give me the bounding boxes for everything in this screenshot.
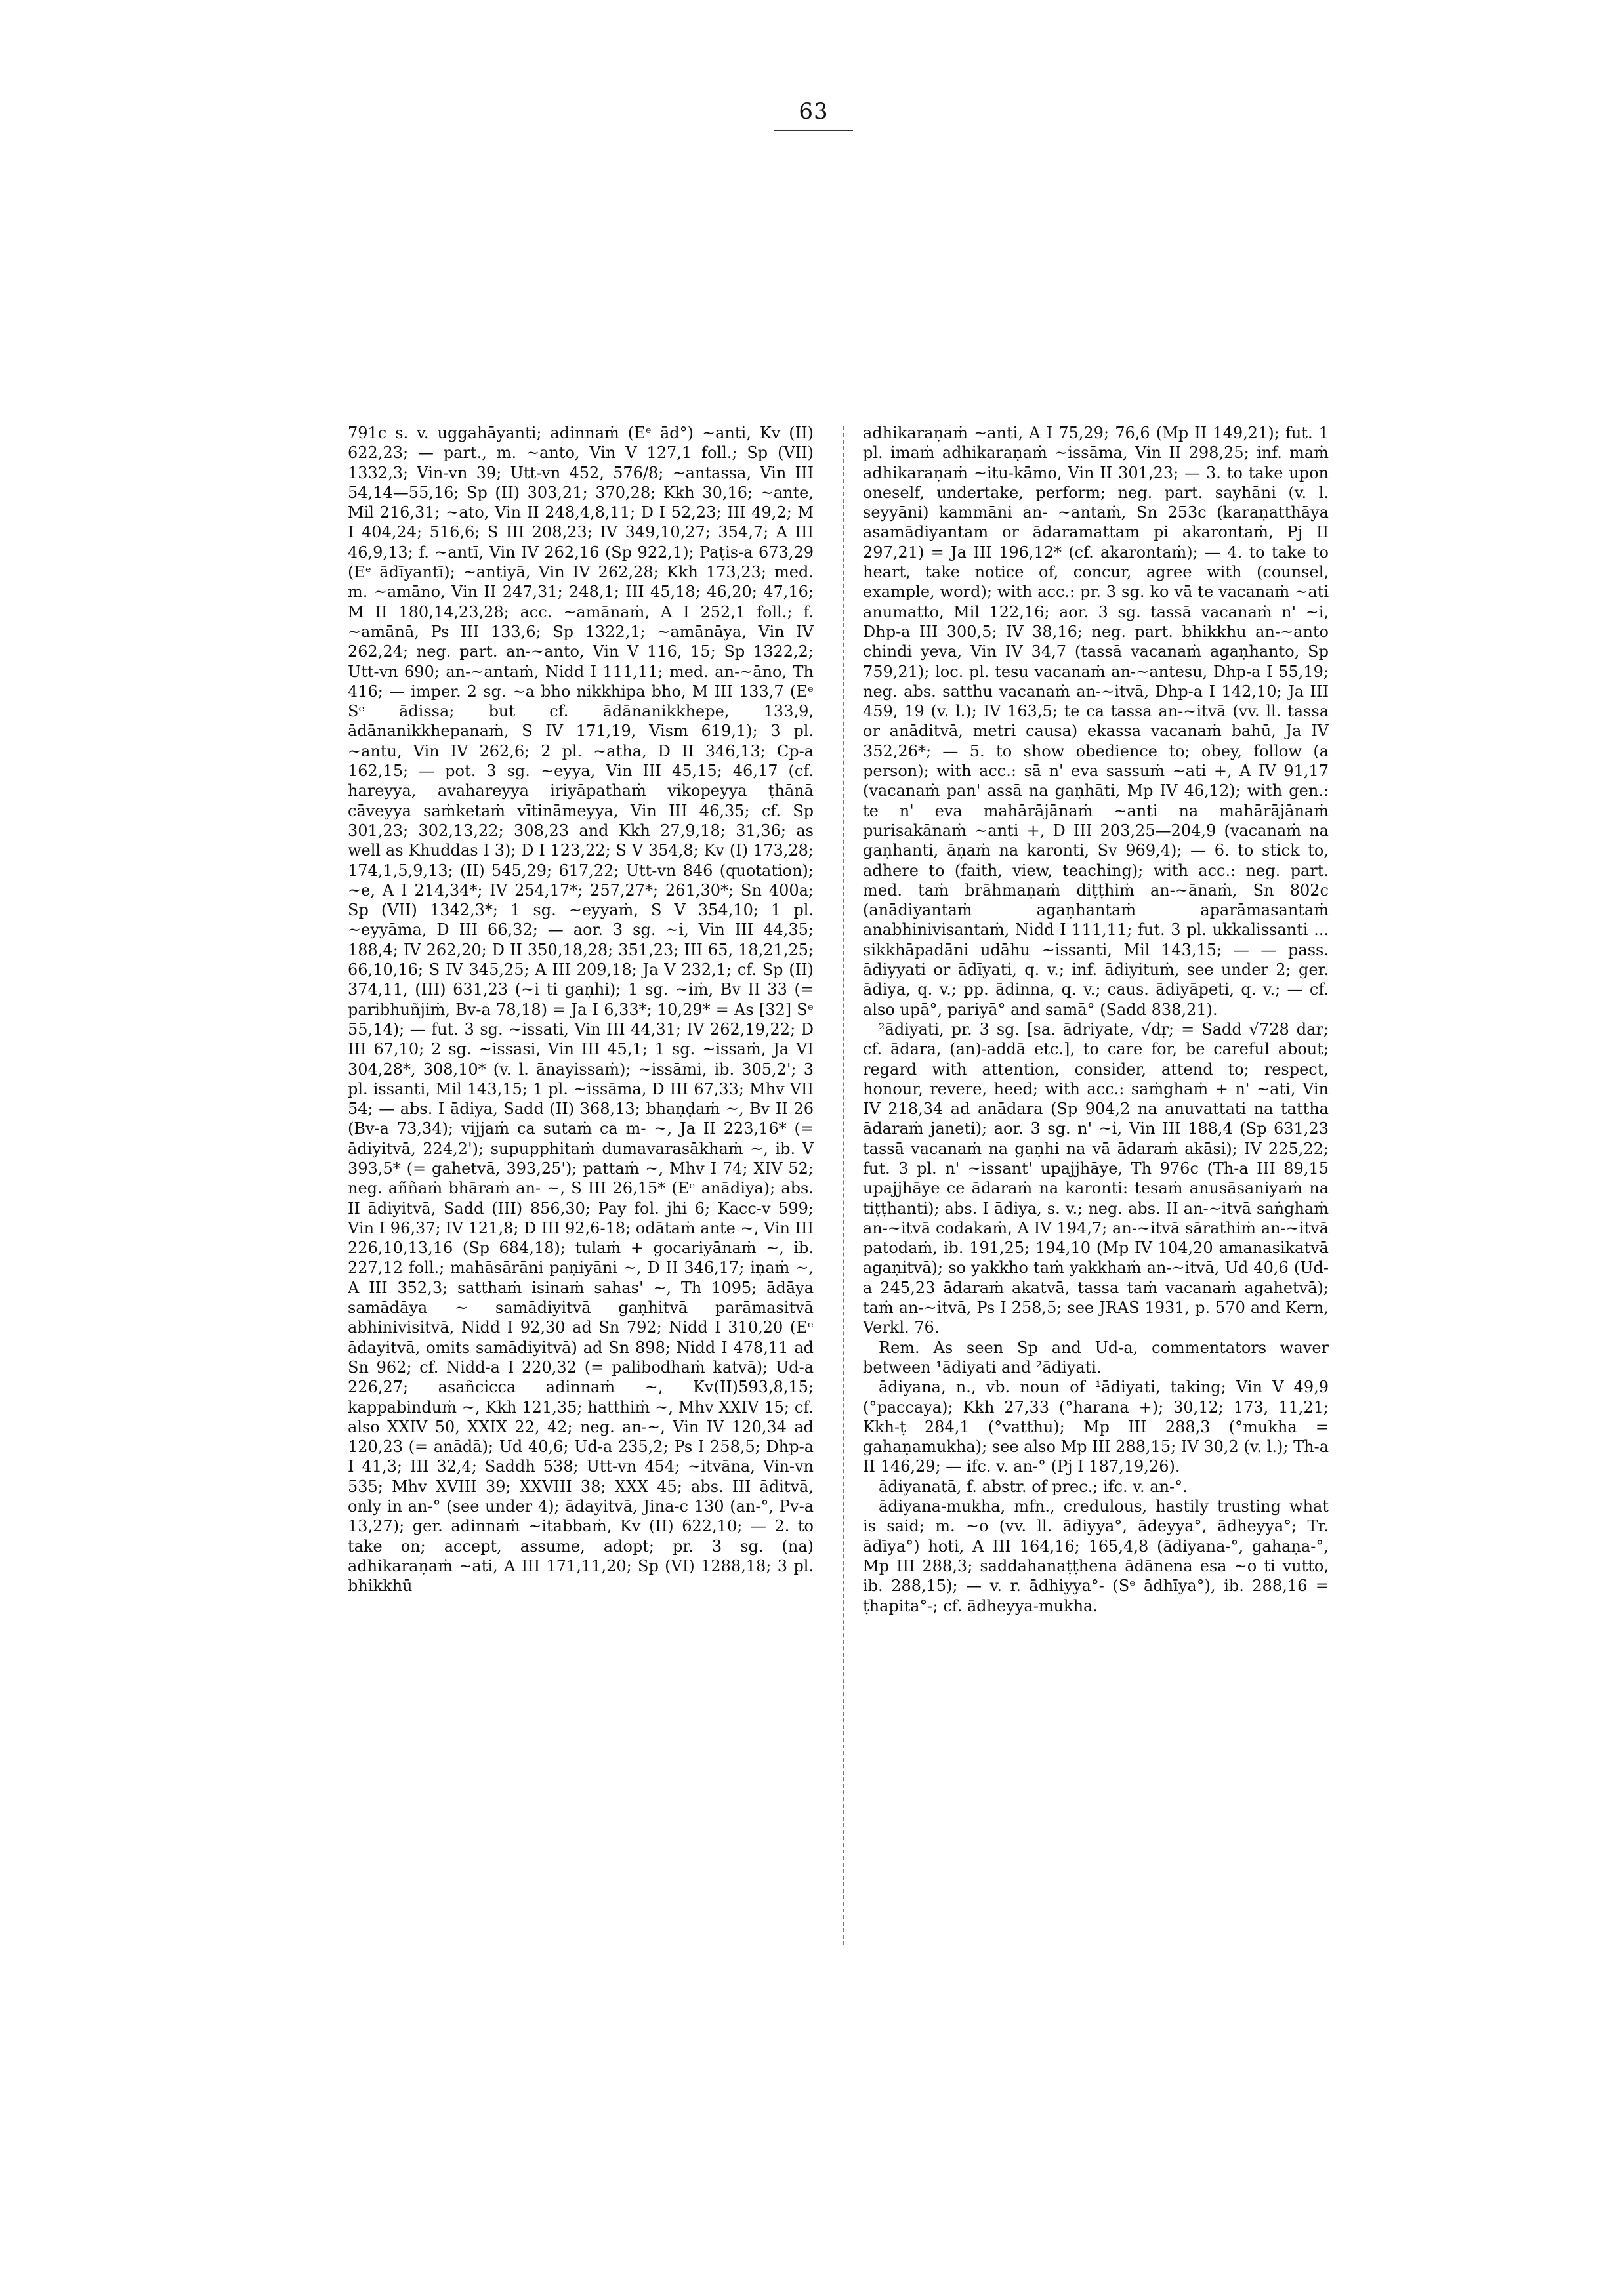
right-column	[863, 423, 1329, 1952]
column-divider	[843, 426, 844, 1945]
left-column-text: 791c s. v. uggahāyanti; adinnaṁ (Eᵉ ād°) ~anti, Kv (II) 622,23; — part., m. ~anto, Vin V 127,1 foll.; Sp (VII) 1332,3; Vin-vn 39; Utt-vn 452, 576/8; ~antassa, Vin III 54,14—55,16; Sp (II) 303,21; 370,28; Kkh 30,16; ~ante, Mil 216,31; ~ato, Vin II 248,4,8,11; D I 52,23; III 49,2; M I 404,24; 516,6; S III 208,23; IV 349,10,27; 354,7; A III 46,9,13; f. ~antī, Vin IV 262,16 (Sp 922,1); Paṭis-a 673,29 (Eᵉ ādīyantī); ~antiyā, Vin IV 262,28; Kkh 173,23; med. m. ~amāno, Vin II 247,31; 248,1; III 45,18; 46,20; 47,16; M II 180,14,23,28; acc. ~amānaṁ, A I 252,1 foll.; f. ~amānā, Ps III 133,6; Sp 1322,1; ~amānāya, Vin IV 262,24; neg. part. an-~anto, Vin V 116, 15; Sp 1322,2; Utt-vn 690; an-~antaṁ, Nidd I 111,11; med. an-~āno, Th 416; — imper. 2 sg. ~a bho nikkhipa bho, M III 133,7 (Eᵉ Sᵉ ādissa; but cf. ādānanikkhepe, 133,9, ādānanikkhepanaṁ, S IV 171,19, Vism 619,1); 3 pl. ~antu, Vin IV 262,6; 2 pl. ~atha, D II 346,13; Cp-a 162,15; — pot. 3 sg. ~eyya, Vin III 45,15; 46,17 (cf. hareyya, avahareyya iriyāpathaṁ vikopeyya ṭhānā cāveyya saṁketaṁ vītināmeyya, Vin III 46,35; cf. Sp 301,23; 302,13,22; 308,23 and Kkh 27,9,18; 31,36; as well as Khuddas I 3); D I 123,22; S V 354,8; Kv (I) 173,28; 174,1,5,9,13; (II) 545,29; 617,22; Utt-vn 846 (quotation); ~e, A I 214,34*; IV 254,17*; 257,27*; 261,30*; Sn 400a; Sp (VII) 1342,3*; 1 sg. ~eyyaṁ, S V 354,10; 1 pl. ~eyyāma, D III 66,32; — aor. 3 sg. ~i, Vin III 44,35; 188,4; IV 262,20; D II 350,18,28; 351,23; III 65, 18,21,25; 66,10,16; S IV 345,25; A III 209,18; Ja V 232,1; cf. Sp (II) 374,11, (III) 631,23 (~i ti gaṇhi); 1 sg. ~iṁ, Bv II 33 (= paribhuñjiṁ, Bv-a 78,18) = Ja I 6,33*; 10,29* = As [32] Sᵉ 55,14); — fut. 3 sg. ~issati, Vin III 44,31; IV 262,19,22; D III 67,10; 2 sg. ~issasi, Vin III 45,1; 1 sg. ~issaṁ, Ja VI 304,28*, 308,10* (v. l. ānayissaṁ); ~issāmi, ib. 305,2'; 3 pl. issanti, Mil 143,15; 1 pl. ~issāma, D III 67,33; Mhv VII 54; — abs. I ādiya, Sadd (II) 368,13; bhaṇḍaṁ ~, Bv II 26 (Bv-a 73,34); vijjaṁ ca sutaṁ ca m- ~, Ja II 223,16* (= ādiyitvā, 224,2'); supupphitaṁ dumavarasākhaṁ ~, ib. V 393,5* (= gahetvā, 393,25'); pattaṁ ~, Mhv I 74; XIV 52; neg. aññaṁ bhāraṁ an- ~, S III 26,15* (Eᵉ anādiya); abs. II ādiyitvā, Sadd (III) 856,30; Pay fol. jhi 6; Kacc-v 599; Vin I 96,37; IV 121,8; D III 92,6-18; odātaṁ ante ~, Vin III 226,10,13,16 (Sp 684,18); tulaṁ + gocariyānaṁ ~, ib. 227,12 foll.; mahāsārāni paṇiyāni ~, D II 346,17; iṇaṁ ~, A III 352,3; satthaṁ isinaṁ sahas' ~, Th 1095; ādāya samādāya ~ samādiyitvā gaṇhitvā parāmasitvā abhinivisitvā, Nidd I 92,30 ad Sn 792; Nidd I 310,20 (Eᵉ ādayitvā, omits samādiyitvā) ad Sn 898; Nidd I 478,11 ad Sn 962; cf. Nidd-a I 220,32 (= palibodhaṁ katvā); Ud-a 226,27; asañcicca adinnaṁ ~, Kv(II)593,8,15; kappabinduṁ ~, Kkh 121,35; hatthiṁ ~, Mhv XXIV 15; cf. also XXIV 50, XXIX 22, 42; neg. an-~, Vin IV 120,34 ad 120,23 (= anādā); Ud 40,6; Ud-a 235,2; Ps I 258,5; Dhp-a I 41,3; III 32,4; Saddh 538; Utt-vn 454; ~itvāna, Vin-vn 535; Mhv XVIII 39; XXVIII 38; XXX 45; abs. III āditvā, only in an-° (see under 4); ādayitvā, Jina-c 130 (an-°, Pv-a 13,27); ger. adinnaṁ ~itabbaṁ, Kv (II) 622,10; — 2. to take on; accept, assume, adopt; pr. 3 sg. (na) adhikaraṇaṁ ~ati, A III 171,11,20; Sp (VI) 1288,18; 3 pl. bhikkhū	[348, 424, 814, 1596]
entry-remark: Rem. As seen Sp and Ud-a, commentators waver between ¹ādiyati and ²ādiyati.	[863, 1338, 1329, 1376]
entry-text: adhikaraṇaṁ ~anti, A I 75,29; 76,6 (Mp II 149,21); fut. 1 pl. imaṁ adhikaraṇaṁ ~issāma, Vin II 298,25; inf. maṁ adhikaraṇaṁ ~itu-kāmo, Vin II 301,23; — 3. to take upon oneself, undertake, perform; neg. part. sayhāni (v. l. seyyāni) kammāni an- ~antaṁ, Sn 253c (karaṇatthāya asamādiyantam or ādaramattam pi akarontaṁ, Pj II 297,21) = Ja III 196,12* (cf. akarontaṁ); — 4. to take to heart, take notice of, concur, agree with (counsel, example, word); with acc.: pr. 3 sg. ko vā te vacanaṁ ~ati anumatto, Mil 122,16; aor. 3 sg. tassā vacanaṁ n' ~i, Dhp-a III 300,5; IV 38,16; neg. part. bhikkhu an-~anto chindi yeva, Vin IV 34,7 (tassā vacanaṁ agaṇhanto, Sp 759,21); loc. pl. tesu vacanaṁ an-~antesu, Dhp-a I 55,19; neg. abs. satthu vacanaṁ an-~itvā, Dhp-a I 142,10; Ja III 459, 19 (v. l.); IV 163,5; te ca tassa an-~itvā (vv. ll. tassa or anāditvā, metri causa) ekassa vacanaṁ bahū, Ja IV 352,26*; — 5. to show obedience to; obey, follow (a person); with acc.: sā n' eva sassuṁ ~ati +, A IV 91,17 (vacanaṁ pan' assā na gaṇhāti, Mp IV 46,12); with gen.: te n' eva mahārājānaṁ ~anti na mahārājānaṁ purisakānaṁ ~anti +, D III 203,25—204,9 (vacanaṁ na gaṇhanti, āṇaṁ na karonti, Sv 969,4); — 6. to stick to, adhere to (faith, view, teaching); with acc.: neg. part. med. taṁ brāhmaṇaṁ diṭṭhiṁ an-~ānaṁ, Sn 802c (anādiyantaṁ agaṇhantaṁ aparāmasantaṁ anabhinivisantaṁ, Nidd I 111,11; fut. 3 pl. ukkalissanti ... sikkhāpadāni udāhu ~issanti, Mil 143,15; — — pass. ādiyyati or ādīyati, q. v.; inf. ādiyituṁ, see under 2; ger. ādiya, q. v.; pp. ādinna, q. v.; caus. ādiyāpeti, q. v.; — cf. also upā°, pariyā° and samā° (Sadd 838,21).	[863, 424, 1329, 1019]
entry-adiyana: ādiyana, n., vb. noun of ¹ādiyati, taking; Vin V 49,9 (°paccaya); Kkh 27,33 (°harana +); 30,12; 173, 11,21; Kkh-ṭ 284,1 (°vatthu); Mp III 288,3 (°mukha = gahaṇamukha); see also Mp III 288,15; IV 30,2 (v. l.); Th-a II 146,29; — ifc. v. an-° (Pj I 187,19,26).	[863, 1378, 1329, 1476]
header-rule	[774, 130, 853, 131]
entry-adiyana-mukha: ādiyana-mukha, mfn., credulous, hastily trusting what is said; m. ~o (vv. ll. ādiyya°, ādeyya°, ādheyya°; Tr. ādīya°) hoti, A III 164,16; 165,4,8 (ādiyana-°, gahaṇa-°, Mp III 288,3; saddahanaṭṭhena ādānena esa ~o ti vutto, ib. 288,15); — v. r. ādhiyya°- (Sᵉ ādhīya°), ib. 288,16 = ṭhapita°-; cf. ādheyya-mukha.	[863, 1497, 1329, 1615]
entry-adiyanata: ādiyanatā, f. abstr. of prec.; ifc. v. an-°.	[879, 1477, 1188, 1496]
page-number: 63	[799, 98, 829, 125]
entry-adiyati-2: ²ādiyati, pr. 3 sg. [sa. ādriyate, √dṛ; = Sadd √728 dar; cf. ādara, (an)-addā etc.], to care for, be careful about; regard with attention, consider, attend to; respect, honour, revere, heed; with acc.: saṁghaṁ + n' ~ati, Vin IV 218,34 ad anādara (Sp 904,2 na anuvattati na tattha ādaraṁ janeti); aor. 3 sg. n' ~i, Vin III 188,4 (Sp 631,23 tassā vacanaṁ na gaṇhi na vā ādaraṁ akāsi); IV 225,22; fut. 3 pl. n' ~issant' upajjhāye, Th 976c (Th-a III 89,15 upajjhāye ce ādaraṁ na karonti: tesaṁ anusāsaniyaṁ na tiṭṭhanti); abs. I ādiya, s. v.; neg. abs. II an-~itvā saṅghaṁ an-~itvā codakaṁ, A IV 194,7; an-~itvā sārathiṁ an-~itvā patodaṁ, ib. 191,25; 194,10 (Mp IV 104,20 amanasikatvā agaṇitvā); so yakkho taṁ yakkhaṁ an-~itvā, Ud 40,6 (Ud-a 245,23 ādaraṁ akatvā, tassa taṁ vacanaṁ agahetvā); taṁ an-~itvā, Ps I 258,5; see JRAS 1931, p. 570 and Kern, Verkl. 76.	[863, 1020, 1329, 1337]
left-column	[348, 423, 814, 1952]
